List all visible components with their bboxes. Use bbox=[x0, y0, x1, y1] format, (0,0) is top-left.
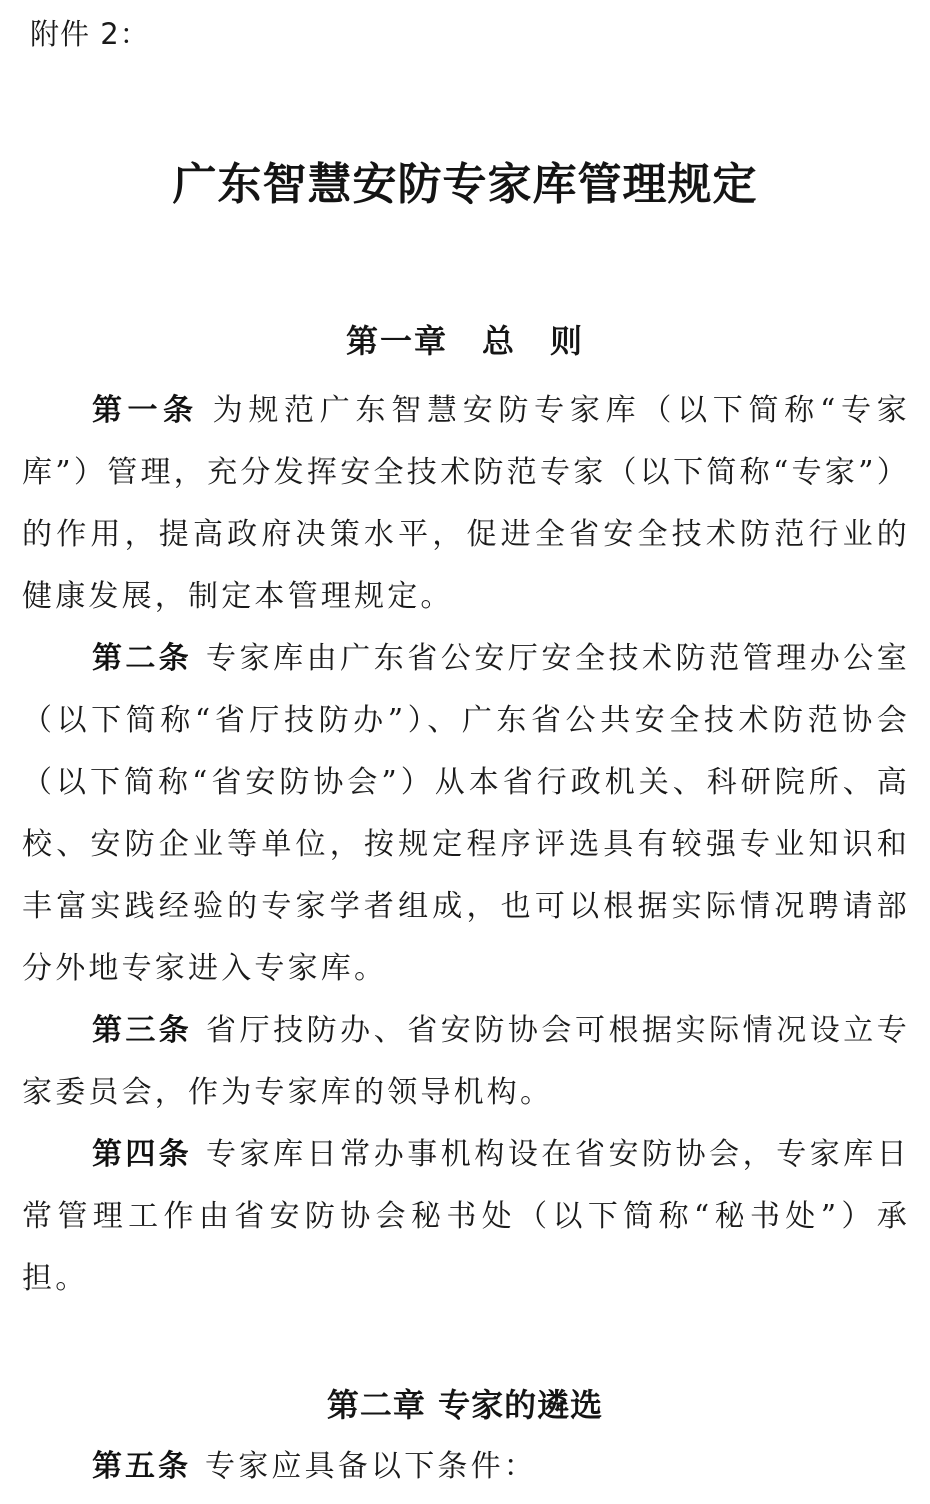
article-text: 专家应具备以下条件： bbox=[205, 1449, 537, 1484]
article-text: 专家库由广东省公安厅安全技术防范管理办公室（以下简称“省厅技防办”）、广东省公共安全技术防范协会（以下简称“省安防协会”）从本省行政机关、科研院所、高校、安防企业等单位，按规定程序评选具有较强专业知识和丰富实践经验的专家学者组成，也可以根据实际情况聘请部分外地专家进入专家库。 bbox=[22, 641, 911, 986]
chapter-title: 第二章 专家的遴选 bbox=[326, 1386, 604, 1424]
article-heading: 第一条 bbox=[92, 393, 199, 428]
article-heading: 第五条 bbox=[92, 1449, 191, 1484]
article-text: 专家库日常办事机构设在省安防协会，专家库日常管理工作由省安防协会秘书处（以下简称“秘书处”）承担。 bbox=[22, 1137, 911, 1296]
article-heading: 第四条 bbox=[92, 1137, 193, 1172]
article-text: 省厅技防办、省安防协会可根据实际情况设立专家委员会，作为专家库的领导机构。 bbox=[22, 1013, 911, 1110]
document-title: 广东智慧安防专家库管理规定 bbox=[172, 159, 758, 210]
attachment-label: 附件 2： bbox=[30, 17, 150, 51]
article-paragraph bbox=[22, 628, 910, 1000]
article-paragraph bbox=[22, 380, 910, 628]
article-paragraph bbox=[22, 1436, 910, 1498]
article-paragraph bbox=[22, 1124, 910, 1310]
article-text: 为规范广东智慧安防专家库（以下简称“专家库”）管理，充分发挥安全技术防范专家（以下简称“专家”）的作用，提高政府决策水平，促进全省安全技术防范行业的健康发展，制定本管理规定。 bbox=[22, 393, 910, 614]
article-heading: 第三条 bbox=[92, 1013, 193, 1048]
article-heading: 第二条 bbox=[92, 641, 193, 676]
article-paragraph bbox=[22, 1000, 910, 1124]
chapter-title: 第一章 总 则 bbox=[345, 322, 584, 360]
